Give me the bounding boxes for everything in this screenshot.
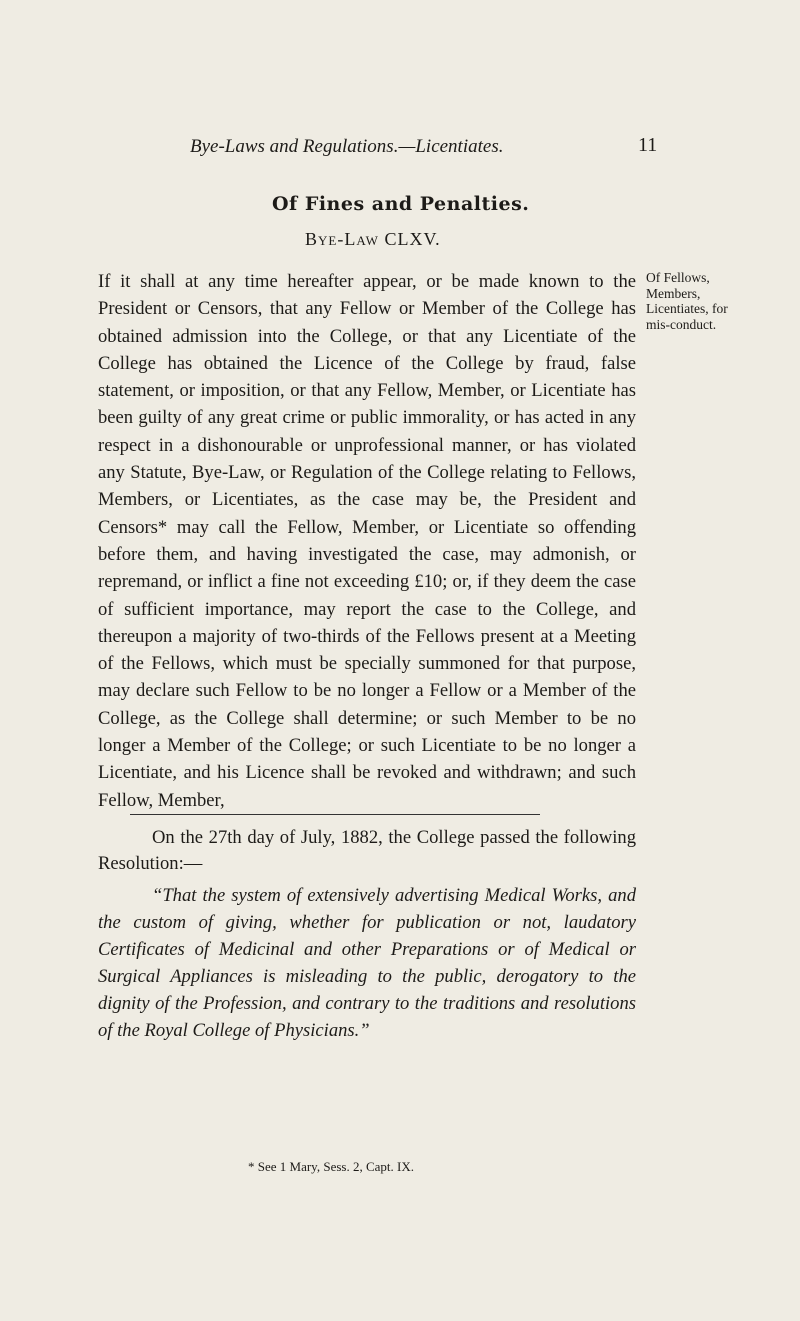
divider-rule bbox=[130, 814, 540, 815]
running-head: Bye-Laws and Regulations.—Licentiates. bbox=[190, 136, 504, 157]
bye-law-paragraph: If it shall at any time hereafter appear, or be made known to the President or Censors, that any Fellow or Member of the College has obtained admission into the College, or that any Licentiate of the College has obtained the Licence of the College by fraud, false statement, or imposition, or that any Fellow, Member, or Licentiate has been guilty of any great crime or public immorality, or has acted in any respect in a dishonourable or unprofessional manner, or has violated any Statute, Bye-Law, or Regulation of the College relating to Fellows, Members, or Licentiates, as the case may be, the President and Censors* may call the Fellow, Member, or Licentiate so offending before them, and having investigated the case, may admonish, or repremand, or inflict a fine not exceeding £10; or, if they deem the case of sufficient importance, may report the case to the College, and thereupon a majority of two-thirds of the Fellows present at a Meeting of the Fellows, which must be specially summoned for that purpose, may declare such Fellow to be no longer a Fellow or a Member of the College, as the College shall determine; or such Member to be no longer a Member of the College; or such Licentiate to be no longer a Licentiate, and his Licence shall be revoked and withdrawn; and such Fellow, Member, bbox=[98, 271, 636, 811]
bye-law-heading: Bye-Law CLXV. bbox=[305, 229, 441, 249]
footnote: * See 1 Mary, Sess. 2, Capt. IX. bbox=[248, 1159, 414, 1174]
section-title: Of Fines and Penalties. bbox=[272, 193, 530, 215]
page-number: 11 bbox=[638, 134, 658, 156]
resolution-intro: On the 27th day of July, 1882, the College passed the following Resolution:— bbox=[98, 827, 636, 874]
resolution-quote: “That the system of extensively advertising Medical Works, and the custom of giving, whether for publication or not, laudatory Certificates of Medicinal and other Preparations or of Medical or Surgical Appliances is misleading to the public, derogatory to the dignity of the Profession, and contrary to the traditions and resolutions of the Royal College of Physicians.” bbox=[98, 885, 636, 1041]
margin-note: Of Fellows, Members, Licentiates, for mis-conduct. bbox=[646, 270, 728, 332]
